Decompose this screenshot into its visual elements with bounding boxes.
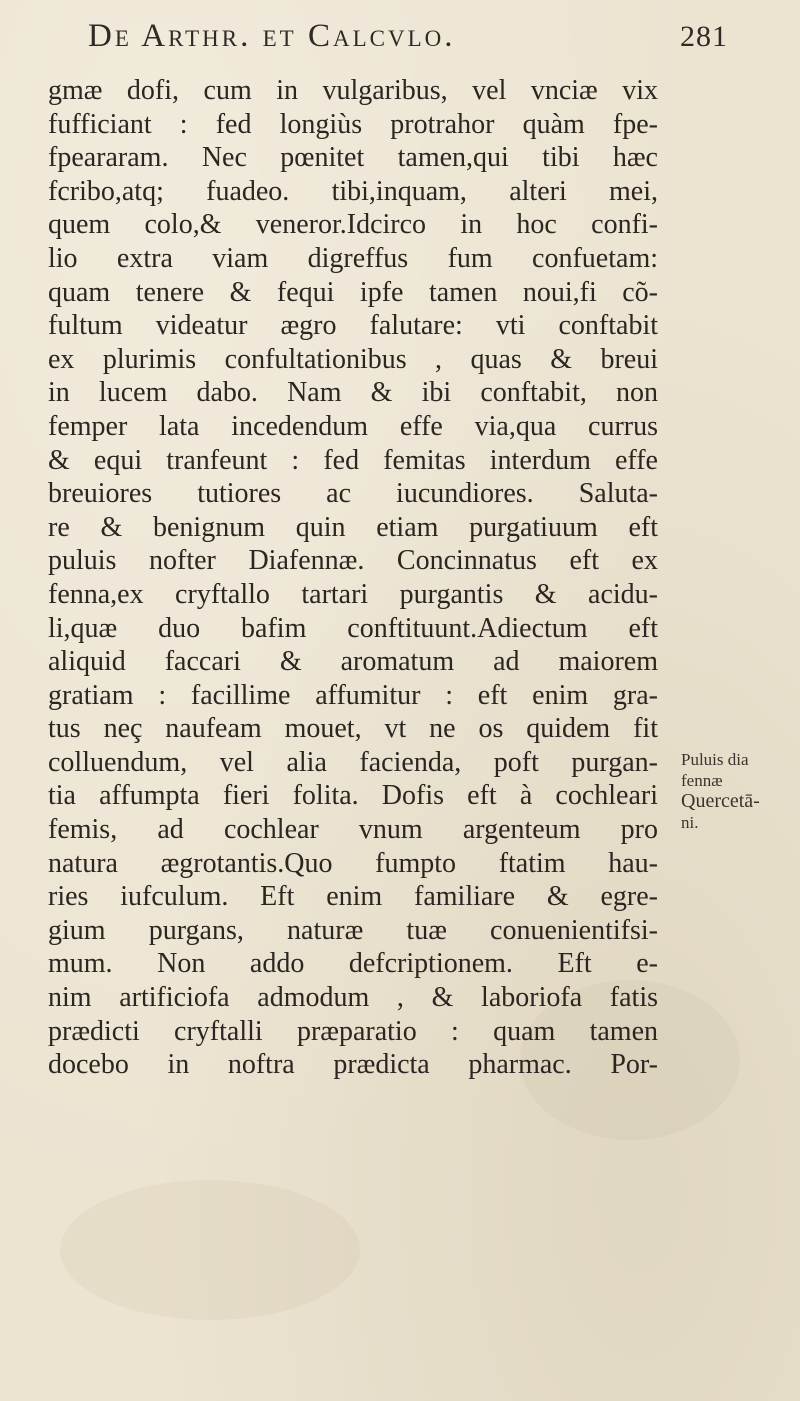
text-line: & equi tranfeunt : fed femitas interdum effe: [48, 444, 658, 476]
text-line: ries iufculum. Eft enim familiare & egre-: [48, 881, 658, 913]
body-text: [48, 74, 658, 1082]
text-line: gratiam : facillime affumitur : eft enim gra-: [48, 679, 658, 711]
paper-stain: [60, 1180, 360, 1320]
text-line: re & benignum quin etiam purgatiuum eft: [48, 511, 658, 543]
running-head-title: De Arthr. et Calcvlo.: [88, 18, 456, 54]
margin-note-line: fennæ: [681, 771, 723, 790]
text-line: nim artificiofa admodum , & laboriofa fatis: [48, 982, 658, 1014]
text-line: puluis nofter Diafennæ. Concinnatus eft ex: [48, 545, 658, 577]
text-line: lio extra viam digreffus fum confuetam:: [48, 242, 658, 274]
text-line: aliquid faccari & aromatum ad maiorem: [48, 646, 658, 678]
text-line: docebo in noftra prædicta pharmac. Por-: [48, 1049, 658, 1081]
text-line: ex plurimis confultationibus , quas & breui: [48, 343, 658, 375]
text-line: tia affumpta fieri folita. Dofis eft à cochleari: [48, 780, 658, 812]
text-line: fenna,ex cryftallo tartari purgantis & acidu-: [48, 578, 658, 610]
text-line: gmæ dofi, cum in vulgaribus, vel vnciæ vix: [48, 75, 658, 106]
running-head: [88, 18, 728, 64]
text-line: colluendum, vel alia facienda, poft purgan-: [48, 746, 658, 778]
text-line: fufficiant : fed longiùs protrahor quàm fpe-: [48, 108, 658, 140]
margin-note: [681, 749, 793, 833]
text-line: quem colo,& veneror.Idcirco in hoc confi-: [48, 209, 658, 241]
margin-note-line: Puluis dia: [681, 750, 749, 769]
text-line: in lucem dabo. Nam & ibi conftabit, non: [48, 377, 658, 409]
page-number: 281: [680, 20, 728, 53]
text-line: prædicti cryftalli præparatio : quam tamen: [48, 1015, 658, 1047]
text-line: fpeararam. Nec pœnitet tamen,qui tibi hæc: [48, 142, 658, 174]
text-line: quam tenere & fequi ipfe tamen noui,fi cõ-: [48, 276, 658, 308]
margin-note-line: ni.: [681, 813, 699, 832]
text-line: gium purgans, naturæ tuæ conuenientifsi-: [48, 914, 658, 946]
text-line: natura ægrotantis.Quo fumpto ftatim hau-: [48, 847, 658, 879]
text-line: breuiores tutiores ac iucundiores. Saluta-: [48, 478, 658, 510]
text-line: mum. Non addo defcriptionem. Eft e-: [48, 948, 658, 980]
text-line: fcribo,atq; fuadeo. tibi,inquam, alteri mei,: [48, 175, 658, 207]
text-line: li,quæ duo bafim conftituunt.Adiectum eft: [48, 612, 658, 644]
text-line: femper lata incedendum effe via,qua currus: [48, 410, 658, 442]
text-line: fultum videatur ægro falutare: vti conftabit: [48, 310, 658, 342]
text-line: tus neç naufeam mouet, vt ne os quidem fit: [48, 713, 658, 745]
margin-note-line: Quercetā-: [681, 790, 760, 812]
text-line: femis, ad cochlear vnum argenteum pro: [48, 814, 658, 846]
